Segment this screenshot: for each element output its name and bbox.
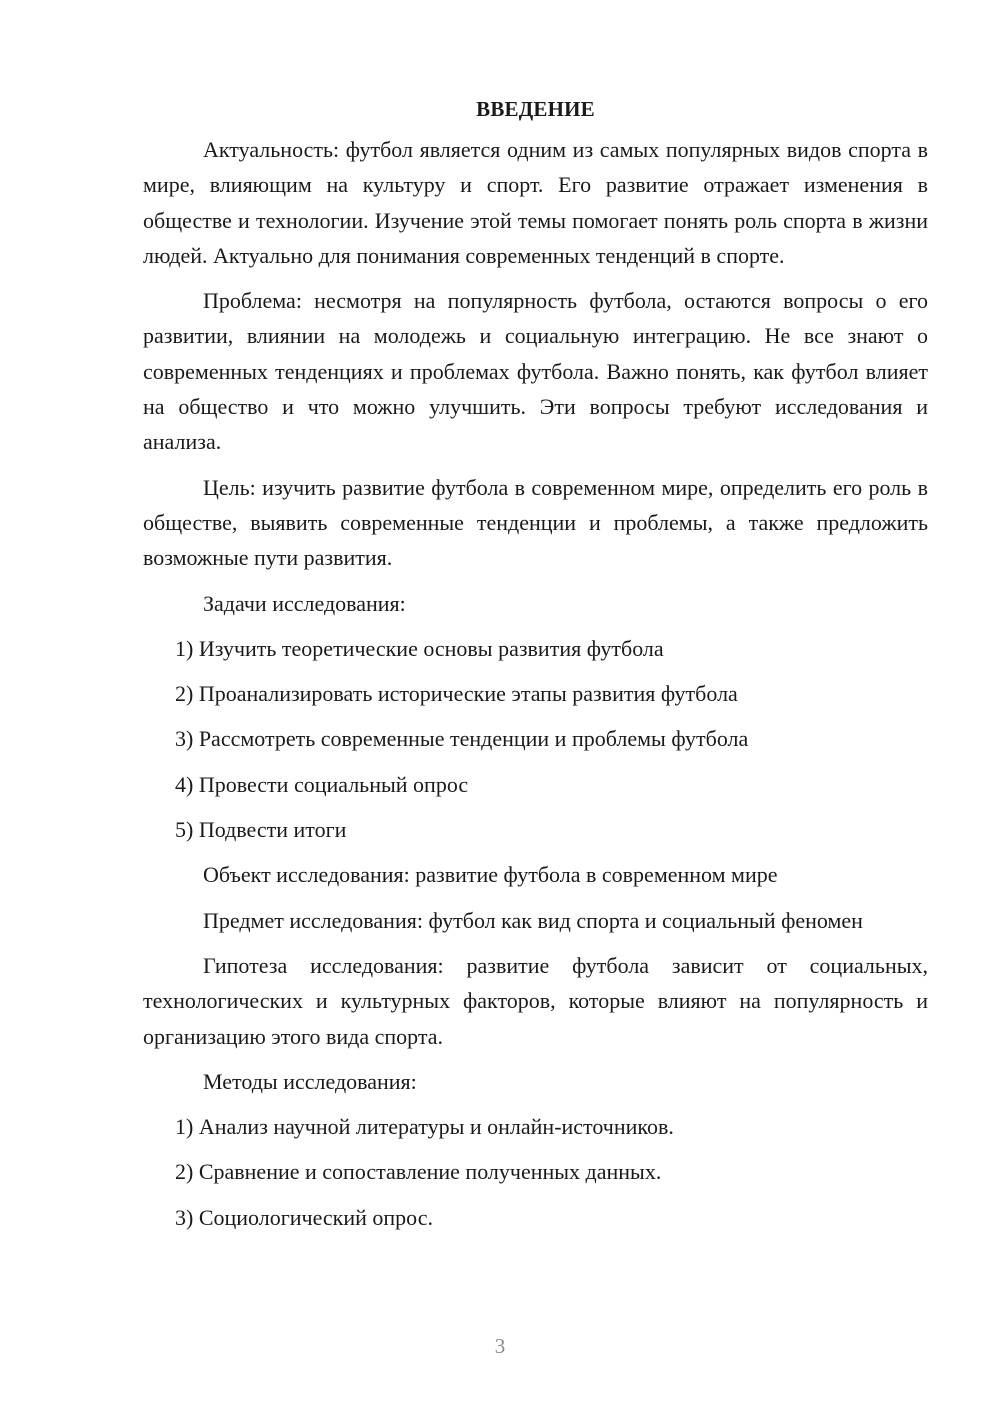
list-item: 1) Изучить теоретические основы развития футбола — [175, 635, 664, 661]
methods-heading: Методы исследования: — [203, 1068, 417, 1094]
page-number: 3 — [494, 1334, 506, 1358]
list-item: 3) Социологический опрос. — [175, 1204, 433, 1230]
page-content — [143, 92, 928, 1245]
problem-paragraph: Проблема: несмотря на популярность футбола, остаются вопросы о его развитии, влиянии на молодежь и социальную интеграцию. Не все знают о современных тенденциях и проблемах футбола. Важно понять, как футбол влияет на общество и что можно улучшить. Эти вопросы требуют исследования и анализа. — [143, 288, 928, 455]
tasks-heading: Задачи исследования: — [203, 590, 406, 616]
list-item: 2) Сравнение и сопоставление полученных данных. — [175, 1159, 662, 1185]
page-heading: ВВЕДЕНИЕ — [476, 97, 595, 121]
methods-list — [143, 1109, 928, 1235]
relevance-paragraph: Актуальность: футбол является одним из самых популярных видов спорта в мире, влияющим на культуру и спорт. Его развитие отражает изменения в обществе и технологии. Изучение этой темы помогает понять роль спорта в жизни людей. Актуально для понимания современных тенденций в спорте. — [143, 137, 928, 268]
list-item: 3) Рассмотреть современные тенденции и проблемы футбола — [175, 726, 749, 752]
hypothesis-paragraph: Гипотеза исследования: развитие футбола зависит от социальных, технологических и культурных факторов, которые влияют на популярность и организацию этого вида спорта. — [143, 952, 928, 1049]
list-item: 2) Проанализировать исторические этапы развития футбола — [175, 681, 738, 707]
list-item: 4) Провести социальный опрос — [175, 771, 469, 797]
tasks-list — [143, 631, 928, 847]
list-item: 1) Анализ научной литературы и онлайн-источников. — [175, 1114, 674, 1140]
object-paragraph: Объект исследования: развитие футбола в современном мире — [203, 862, 778, 888]
list-item: 5) Подвести итоги — [175, 817, 347, 843]
subject-paragraph: Предмет исследования: футбол как вид спорта и социальный феномен — [203, 907, 863, 933]
goal-paragraph: Цель: изучить развитие футбола в современном мире, определить его роль в обществе, выявить современные тенденции и проблемы, а также предложить возможные пути развития. — [143, 474, 928, 571]
